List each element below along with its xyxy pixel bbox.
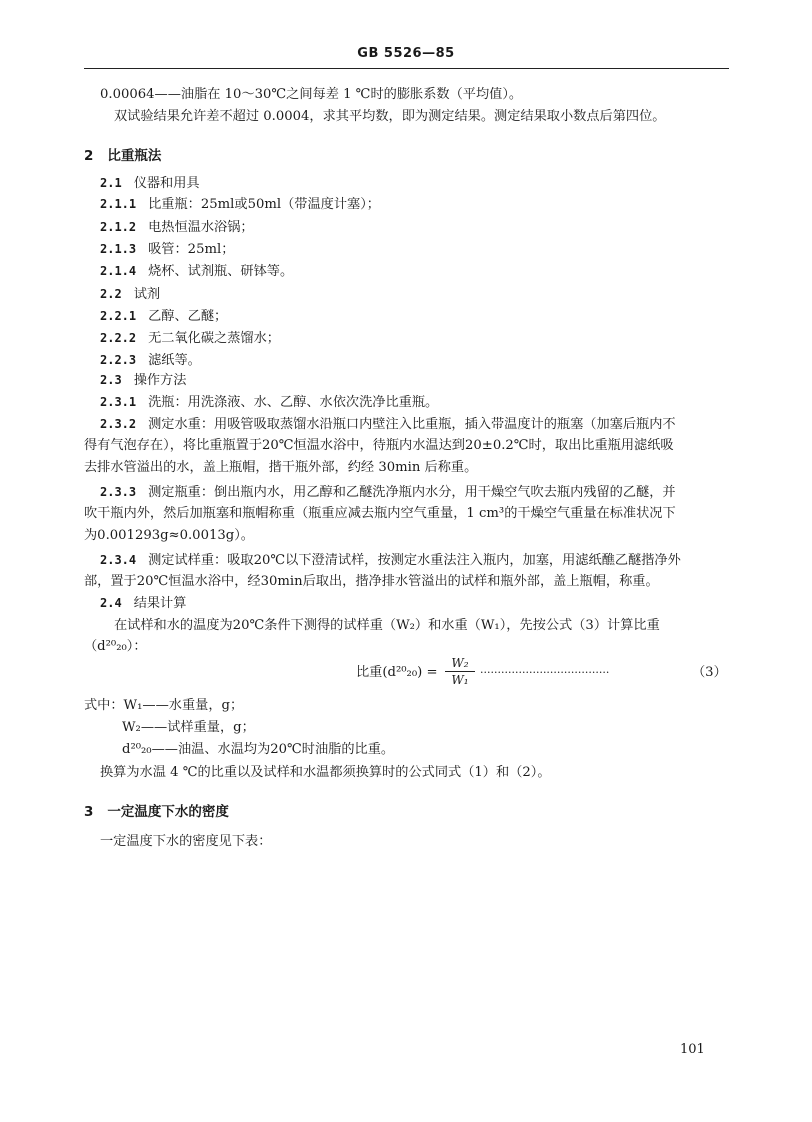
- where-specific-gravity: d²⁰₂₀——油温、水温均为20℃时油脂的比重。: [122, 742, 395, 757]
- item-number: 2.1.2: [100, 220, 137, 234]
- section-number: 2.4: [100, 596, 122, 610]
- item-text: 洗瓶：用洗涤液、水、乙醇、水依次洗净比重瓶。: [148, 395, 439, 410]
- section-title: 一定温度下水的密度: [107, 804, 229, 820]
- section-number: 2: [84, 148, 94, 164]
- expansion-coefficient-line: 0.00064——油脂在 10～30℃之间每差 1 ℃时的膨胀系数（平均值）。: [100, 87, 523, 102]
- item-number: 2.1.1: [100, 197, 137, 211]
- item-text: 滤纸等。: [148, 353, 201, 368]
- item-text: 比重瓶：25ml或50ml（带温度计塞）；: [148, 197, 380, 212]
- page-number: 101: [680, 1042, 705, 1057]
- calc-intro-cont: （d²⁰₂₀）：: [84, 639, 147, 654]
- water-density-intro: 一定温度下水的密度见下表：: [100, 834, 272, 849]
- item-2-3-2-cont-2: 去排水管溢出的水，盖上瓶帽，揩干瓶外部，约经 30min 后称重。: [84, 460, 478, 475]
- section-number: 2.1: [100, 176, 122, 190]
- section-number: 2.3: [100, 373, 122, 387]
- item-number: 2.3.3: [100, 485, 137, 499]
- item-number: 2.3.2: [100, 417, 137, 431]
- formula-equation-number: （3）: [692, 665, 727, 680]
- section-title: 比重瓶法: [107, 148, 162, 164]
- formula-lhs: 比重(d²⁰₂₀) =: [356, 665, 438, 680]
- section-2-heading: [84, 147, 161, 165]
- formula-denominator: W₁: [451, 673, 469, 687]
- item-number: 2.2.2: [100, 331, 137, 345]
- section-number: 3: [84, 804, 94, 820]
- item-number: 2.3.4: [100, 553, 137, 567]
- where-sample-weight: W₂——试样重量，g；: [122, 720, 255, 735]
- item-2-3-1: [100, 393, 438, 412]
- item-text: 测定试样重：吸取20℃以下澄清试样，按测定水重法注入瓶内，加塞，用滤纸醮乙醚揩净外: [148, 553, 681, 568]
- item-text: 测定水重：用吸管吸取蒸馏水沿瓶口内壁注入比重瓶，插入带温度计的瓶塞（加塞后瓶内不: [148, 417, 676, 432]
- formula-numerator: W₂: [451, 656, 469, 670]
- item-2-3-2: [100, 415, 676, 434]
- formula-fraction: [445, 656, 475, 687]
- item-2-1-2: [100, 218, 254, 237]
- item-text: 烧杯、试剂瓶、研钵等。: [148, 264, 294, 279]
- item-text: 无二氧化碳之蒸馏水；: [148, 331, 280, 346]
- subsection-2-4: [100, 594, 186, 613]
- fraction-bar: [445, 671, 475, 672]
- item-text: 乙醇、乙醚；: [148, 309, 228, 324]
- calc-intro-line: 在试样和水的温度为20℃条件下测得的试样重（W₂）和水重（W₁），先按公式（3）计算比重: [114, 618, 660, 633]
- section-title: 试剂: [133, 287, 161, 302]
- subsection-2-3: [100, 371, 186, 390]
- item-2-2-1: [100, 307, 227, 326]
- header-rule: [84, 68, 729, 69]
- item-number: 2.1.3: [100, 242, 137, 256]
- section-title: 操作方法: [133, 373, 187, 388]
- item-number: 2.1.4: [100, 264, 137, 278]
- tolerance-line: 双试验结果允许差不超过 0.0004，求其平均数，即为测定结果。测定结果取小数点后第四位。: [114, 109, 666, 124]
- item-text: 吸管：25ml；: [148, 242, 235, 257]
- section-3-heading: [84, 803, 229, 821]
- item-2-1-1: [100, 195, 380, 214]
- item-number: 2.2.1: [100, 309, 137, 323]
- item-2-1-4: [100, 262, 293, 281]
- where-water-weight: 式中：W₁——水重量，g；: [84, 698, 244, 713]
- item-2-1-3: [100, 240, 234, 259]
- item-number: 2.3.1: [100, 395, 137, 409]
- subsection-2-2: [100, 285, 160, 304]
- formula-leader-dots: ·····································: [480, 666, 610, 679]
- conversion-note: 换算为水温 4 ℃的比重以及试样和水温都须换算时的公式同式（1）和（2）。: [100, 765, 551, 780]
- section-number: 2.2: [100, 287, 122, 301]
- item-2-3-3: [100, 483, 676, 502]
- subsection-2-1: [100, 174, 200, 193]
- section-title: 仪器和用具: [133, 176, 200, 191]
- section-title: 结果计算: [133, 596, 187, 611]
- item-number: 2.2.3: [100, 353, 137, 367]
- item-text: 电热恒温水浴锅；: [148, 220, 254, 235]
- item-2-3-3-cont-2: 为0.001293g≈0.0013g）。: [84, 528, 254, 543]
- item-2-2-3: [100, 351, 201, 370]
- item-2-3-4: [100, 551, 681, 570]
- item-text: 测定瓶重：倒出瓶内水，用乙醇和乙醚洗净瓶内水分，用干燥空气吹去瓶内残留的乙醚，并: [148, 485, 676, 500]
- item-2-3-2-cont-1: 得有气泡存在），将比重瓶置于20℃恒温水浴中，待瓶内水温达到20±0.2℃时，取出比重瓶用滤纸吸: [84, 438, 674, 453]
- item-2-2-2: [100, 329, 280, 348]
- standard-code-header: GB 5526—85: [357, 46, 455, 61]
- item-2-3-4-cont: 部，置于20℃恒温水浴中，经30min后取出，揩净排水管溢出的试样和瓶外部，盖上瓶帽，称重。: [84, 574, 659, 589]
- item-2-3-3-cont-1: 吹干瓶内外，然后加瓶塞和瓶帽称重（瓶重应减去瓶内空气重量，1 cm³的干燥空气重量在标准状况下: [84, 506, 676, 521]
